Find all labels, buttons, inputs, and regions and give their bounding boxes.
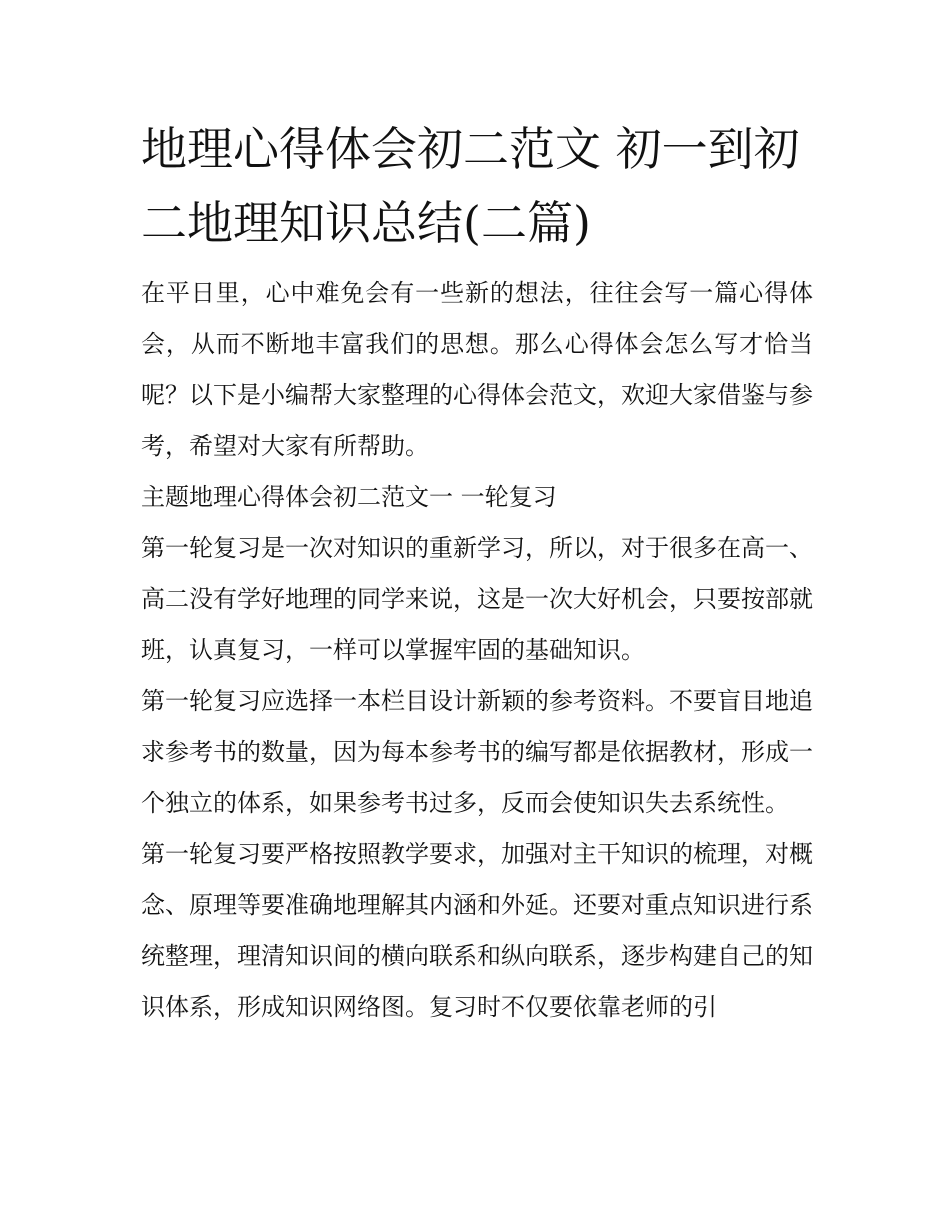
document-page bbox=[141, 112, 813, 1033]
body-paragraph: 第一轮复习应选择一本栏目设计新颖的参考资料。不要盲目地追求参考书的数量，因为每本参考书的编写都是依据教材，形成一个独立的体系，如果参考书过多，反而会使知识失去系统性。 bbox=[141, 687, 813, 817]
intro-paragraph: 在平日里，心中难免会有一些新的想法，往往会写一篇心得体会，从而不断地丰富我们的思想。那么心得体会怎么写才恰当呢？以下是小编帮大家整理的心得体会范文，欢迎大家借鉴与参考，希望对大家有所帮助。 bbox=[141, 279, 813, 460]
body-paragraph: 第一轮复习是一次对知识的重新学习，所以，对于很多在高一、高二没有学好地理的同学来说，这是一次大好机会，只要按部就班，认真复习，一样可以掌握牢固的基础知识。 bbox=[141, 534, 813, 664]
document-title: 地理心得体会初二范文 初一到初二地理知识总结(二篇) bbox=[141, 122, 800, 250]
body-paragraph: 第一轮复习要严格按照教学要求，加强对主干知识的梳理，对概念、原理等要准确地理解其内涵和外延。还要对重点知识进行系统整理，理清知识间的横向联系和纵向联系，逐步构建自己的知识体系，形成知识网络图。复习时不仅要依靠老师的引 bbox=[141, 840, 813, 1021]
section-heading: 主题地理心得体会初二范文一 一轮复习 bbox=[141, 483, 557, 511]
